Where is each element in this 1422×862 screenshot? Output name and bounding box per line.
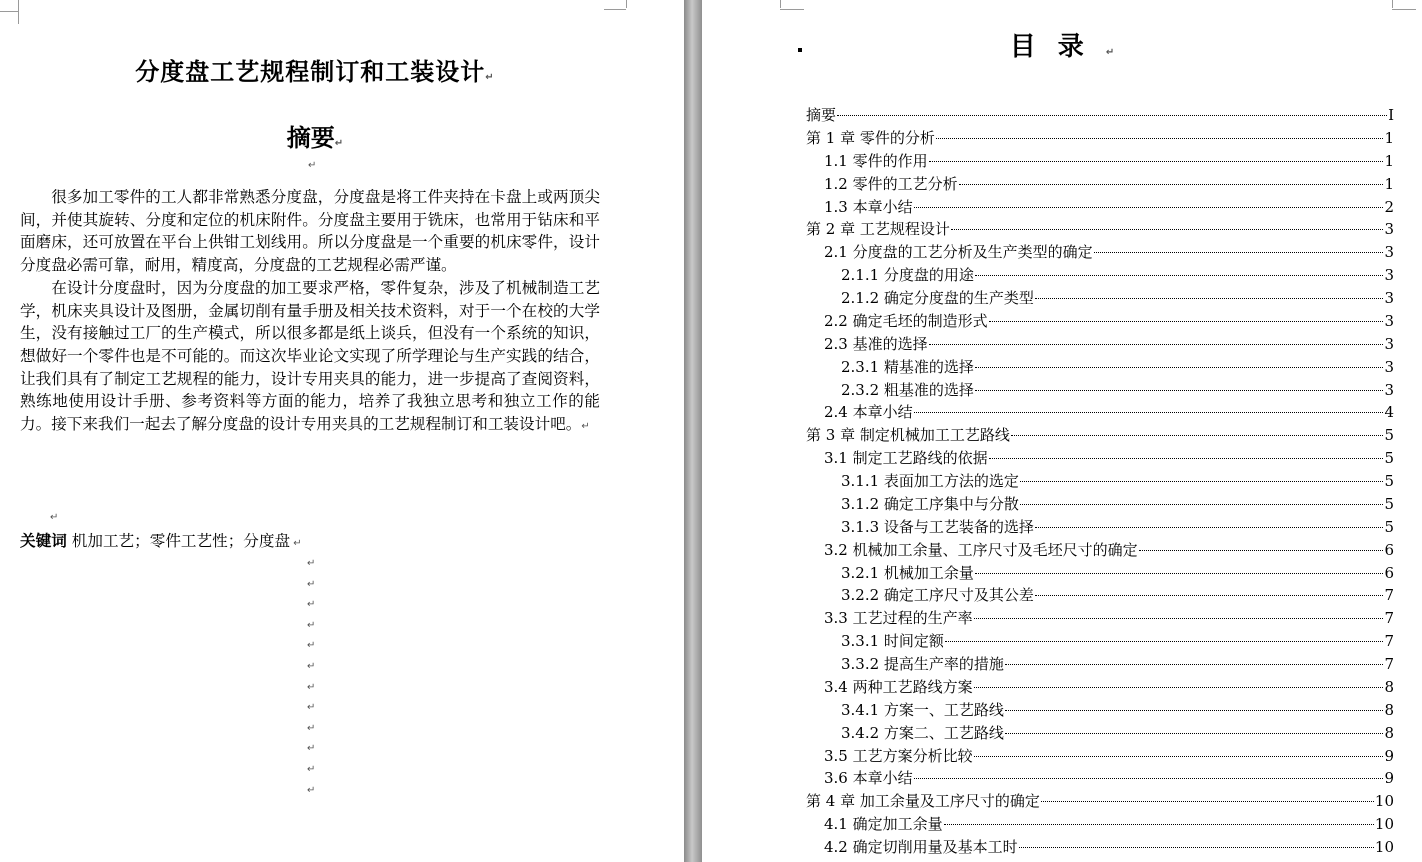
toc-page-number: 8: [1384, 700, 1394, 719]
abstract-heading: 摘要↵: [286, 124, 344, 152]
toc-entry[interactable]: [806, 264, 1394, 287]
toc-page-number: 5: [1384, 472, 1394, 490]
toc-entry[interactable]: [806, 699, 1394, 722]
toc-entry[interactable]: [806, 241, 1394, 264]
toc-entry-title: 4.1 确定加工余量: [824, 815, 943, 834]
toc-page-number: 3: [1384, 357, 1394, 376]
toc-page-number: 5: [1384, 449, 1394, 468]
toc-page-number: 3: [1384, 380, 1394, 399]
toc-page-number: 5: [1384, 426, 1394, 445]
toc-entry-title: 摘要: [806, 106, 837, 124]
toc-entry[interactable]: [806, 722, 1394, 745]
toc-entry[interactable]: [806, 401, 1394, 424]
toc-entry[interactable]: [806, 356, 1394, 379]
toc-entry-title: 3.1 制定工艺路线的依据: [824, 449, 988, 468]
toc-page-number: 2: [1384, 197, 1394, 216]
toc-entry-title: 3.1.1 表面加工方法的选定: [841, 472, 1019, 490]
paragraph-mark-icon: ↵: [50, 512, 59, 523]
toc-entry-title: 1.1 零件的作用: [824, 151, 928, 170]
toc-page-number: 6: [1384, 563, 1394, 582]
paragraph-mark-icon: ↵: [307, 599, 316, 611]
paragraph-mark-icon: ↵: [307, 640, 316, 652]
toc-dot-leader: [914, 412, 1384, 413]
paragraph-mark-icon: ↵: [1105, 47, 1115, 58]
toc-entry[interactable]: [806, 150, 1394, 173]
paragraph-mark-icon: ↵: [485, 72, 495, 83]
toc-page-number: 7: [1384, 586, 1394, 605]
toc-entry[interactable]: [806, 607, 1394, 630]
paragraph-mark-icon: ↵: [334, 138, 344, 149]
toc-dot-leader: [944, 824, 1374, 825]
toc-dot-leader: [974, 687, 1384, 688]
toc-entry[interactable]: [806, 584, 1394, 607]
toc-page-number: 3: [1384, 311, 1394, 330]
toc-page-number: 8: [1384, 677, 1394, 696]
toc-page-number: 6: [1384, 540, 1394, 559]
paragraph-mark-icon: ↵: [307, 722, 316, 734]
toc-entry-title: 3.3.1 时间定额: [841, 632, 944, 651]
crop-mark: [0, 10, 18, 12]
toc-entry-title: 4.2 确定切削用量及基本工时: [824, 838, 1018, 856]
crop-mark: [604, 8, 626, 10]
toc-page-number: 3: [1384, 243, 1394, 262]
abstract-paragraph-2: 在设计分度盘时，因为分度盘的加工要求严格，零件复杂，涉及了机械制造工艺学，机床夹具设计及图册，金属切削有量手册及相关技术资料，对于一个在校的大学生，没有接触过工厂的生产模式，所以很多都是纸上谈兵，但没有一个系统的知识，想做好一个零件也是不可能的。而这次毕业论文实现了所学理论与生产实践的结合，让我们具有了制定工艺规程的能力，设计专用夹具的能力，进一步提高了查阅资料，熟练地使用设计手册、参考资料等方面的能力，培养了我独立思考和独立工作的能力。接下来我们一起去了解分度盘的设计专用夹具的工艺规程制订和工装设计吧。↵: [20, 278, 600, 434]
table-of-contents: [806, 104, 1394, 859]
crop-mark: [626, 0, 628, 8]
toc-entry[interactable]: [806, 562, 1394, 585]
toc-entry-title: 1.2 零件的工艺分析: [824, 174, 958, 193]
toc-entry-title: 3.3.2 提高生产率的措施: [841, 655, 1004, 673]
toc-entry[interactable]: [806, 676, 1394, 699]
toc-entry[interactable]: [806, 790, 1394, 813]
toc-dot-leader: [1035, 298, 1384, 299]
toc-entry-title: 2.1 分度盘的工艺分析及生产类型的确定: [824, 243, 1093, 262]
paragraph-mark-icon: ↵: [307, 681, 316, 693]
toc-entry[interactable]: [806, 127, 1394, 150]
toc-page-number: 3: [1384, 266, 1394, 285]
toc-dot-leader: [929, 161, 1384, 162]
toc-entry[interactable]: [806, 379, 1394, 402]
toc-dot-leader: [1020, 504, 1384, 505]
toc-entry[interactable]: [806, 539, 1394, 562]
toc-entry[interactable]: [806, 424, 1394, 447]
toc-page-number: 9: [1384, 769, 1394, 788]
toc-page-number: 4: [1384, 403, 1394, 422]
abstract-paragraph-1: 很多加工零件的工人都非常熟悉分度盘，分度盘是将工件夹持在卡盘上或两顶尖间，并使其旋转、分度和定位的机床附件。分度盘主要用于铣床，也常用于钻床和平面磨床，还可放置在平台上供钳工划线用。所以分度盘是一个重要的机床零件，设计分度盘必需可靠，耐用，精度高，分度盘的工艺规程必需严谨。: [20, 188, 600, 275]
toc-entry-title: 3.4 两种工艺路线方案: [824, 677, 973, 696]
keywords-label: 关键词: [20, 532, 67, 550]
toc-entry-title: 3.1.2 确定工序集中与分散: [841, 494, 1019, 513]
toc-dot-leader: [837, 115, 1387, 116]
keywords-line: [20, 530, 620, 555]
toc-entry-title: 3.3 工艺过程的生产率: [824, 609, 973, 628]
toc-dot-leader: [1035, 595, 1384, 596]
crop-mark: [780, 0, 782, 8]
toc-entry[interactable]: [806, 447, 1394, 470]
toc-entry[interactable]: [806, 196, 1394, 219]
crop-mark: [780, 8, 804, 10]
paragraph-mark-icon: ↵: [290, 538, 302, 549]
toc-entry[interactable]: [806, 767, 1394, 790]
toc-dot-leader: [929, 344, 1384, 345]
toc-page-number: I: [1388, 106, 1394, 124]
toc-entry[interactable]: [806, 173, 1394, 196]
toc-page-number: 1: [1384, 174, 1394, 193]
toc-dot-leader: [989, 458, 1384, 459]
paragraph-mark-icon: ↵: [307, 763, 316, 775]
toc-dot-leader: [914, 207, 1384, 208]
crop-mark: [1392, 8, 1416, 10]
toc-dot-leader: [914, 778, 1384, 779]
toc-entry-title: 第 3 章 制定机械加工工艺路线: [806, 426, 1010, 445]
toc-entry-title: 第 1 章 零件的分析: [806, 128, 935, 147]
toc-entry-title: 第 2 章 工艺规程设计: [806, 220, 950, 239]
toc-entry[interactable]: [806, 836, 1394, 859]
toc-entry[interactable]: [806, 745, 1394, 768]
toc-page-number: 8: [1384, 723, 1394, 742]
toc-page-number: 10: [1374, 815, 1394, 834]
toc-entry-title: 3.2.2 确定工序尺寸及其公差: [841, 586, 1034, 605]
toc-page-number: 3: [1384, 220, 1394, 239]
toc-dot-leader: [1139, 550, 1384, 551]
toc-entry-title: 3.4.2 方案二、工艺路线: [841, 723, 1004, 742]
toc-entry[interactable]: [806, 813, 1394, 836]
keywords-text: 机加工艺；零件工艺性；分度盘: [66, 532, 291, 550]
toc-entry[interactable]: [806, 218, 1394, 241]
toc-dot-leader: [1041, 801, 1374, 802]
paragraph-mark-icon: ↵: [307, 702, 316, 714]
toc-entry-title: 3.2.1 机械加工余量: [841, 563, 974, 582]
toc-dot-leader: [1011, 435, 1384, 436]
empty-paragraph-marks: [307, 558, 315, 805]
toc-entry-title: 2.1.1 分度盘的用途: [841, 266, 974, 285]
toc-dot-leader: [1005, 733, 1384, 734]
right-document-page: [702, 0, 1422, 862]
paragraph-mark-icon: ↵: [307, 784, 316, 796]
document-title: 分度盘工艺规程制订和工装设计↵: [135, 58, 495, 86]
toc-entry[interactable]: [806, 516, 1394, 539]
toc-dot-leader: [1019, 847, 1374, 848]
toc-entry-title: 2.3.1 精基准的选择: [841, 357, 974, 376]
toc-entry-title: 2.1.2 确定分度盘的生产类型: [841, 289, 1034, 307]
toc-dot-leader: [975, 367, 1384, 368]
toc-entry-title: 第 4 章 加工余量及工序尺寸的确定: [806, 792, 1040, 811]
toc-dot-leader: [989, 321, 1384, 322]
toc-dot-leader: [1005, 710, 1384, 711]
paragraph-mark-icon: ↵: [307, 619, 316, 631]
toc-entry[interactable]: [806, 333, 1394, 356]
page-gutter: [684, 0, 702, 862]
toc-entry[interactable]: [806, 493, 1394, 516]
toc-dot-leader: [936, 138, 1384, 139]
toc-dot-leader: [1020, 481, 1384, 482]
toc-entry-title: 2.3 基准的选择: [824, 334, 928, 353]
toc-dot-leader: [1005, 664, 1384, 665]
toc-entry-title: 3.2 机械加工余量、工序尺寸及毛坯尺寸的确定: [824, 540, 1138, 559]
toc-entry-title: 3.5 工艺方案分析比较: [824, 746, 973, 765]
toc-dot-leader: [975, 390, 1384, 391]
toc-page-number: 1: [1384, 128, 1394, 147]
toc-dot-leader: [959, 184, 1384, 185]
crop-mark: [18, 0, 20, 24]
toc-page-number: 10: [1374, 838, 1394, 856]
crop-mark: [1392, 0, 1394, 8]
abstract-body[interactable]: [20, 186, 600, 439]
toc-dot-leader: [974, 618, 1384, 619]
left-document-page: [0, 0, 684, 862]
toc-page-number: 10: [1374, 792, 1394, 811]
toc-heading: 目录↵: [1009, 32, 1115, 62]
toc-page-number: 3: [1384, 334, 1394, 353]
toc-entry-title: 1.3 本章小结: [824, 197, 913, 216]
toc-entry[interactable]: [806, 630, 1394, 653]
toc-entry-title: 2.3.2 粗基准的选择: [841, 380, 974, 399]
toc-page-number: 7: [1384, 609, 1394, 628]
toc-dot-leader: [1094, 252, 1384, 253]
paragraph-mark-icon: ↵: [307, 558, 316, 569]
toc-dot-leader: [975, 573, 1384, 574]
toc-dot-leader: [975, 275, 1384, 276]
paragraph-mark-icon: ↵: [308, 160, 317, 171]
toc-entry-title: 2.2 确定毛坯的制造形式: [824, 311, 988, 330]
toc-page-number: 5: [1384, 517, 1394, 536]
toc-entry[interactable]: [806, 653, 1394, 676]
toc-dot-leader: [974, 756, 1384, 757]
toc-dot-leader: [1035, 527, 1384, 528]
toc-entry-title: 3.4.1 方案一、工艺路线: [841, 700, 1004, 719]
toc-entry[interactable]: [806, 104, 1394, 127]
paragraph-mark-icon: ↵: [307, 660, 316, 672]
paragraph-mark-icon: ↵: [307, 578, 316, 590]
toc-entry-title: 2.4 本章小结: [824, 403, 913, 422]
paragraph-mark-icon: ↵: [581, 421, 590, 433]
toc-entry[interactable]: [806, 287, 1394, 310]
paragraph-mark-icon: ↵: [307, 743, 316, 755]
toc-dot-leader: [951, 229, 1384, 230]
toc-page-number: 1: [1384, 151, 1394, 170]
toc-entry-title: 3.1.3 设备与工艺装备的选择: [841, 517, 1034, 536]
toc-page-number: 7: [1384, 655, 1394, 673]
toc-entry-title: 3.6 本章小结: [824, 769, 913, 788]
toc-dot-leader: [945, 641, 1384, 642]
toc-page-number: 9: [1384, 746, 1394, 765]
toc-entry[interactable]: [806, 310, 1394, 333]
toc-page-number: 7: [1384, 632, 1394, 651]
toc-page-number: 3: [1384, 289, 1394, 307]
toc-page-number: 5: [1384, 494, 1394, 513]
toc-entry[interactable]: [806, 470, 1394, 493]
